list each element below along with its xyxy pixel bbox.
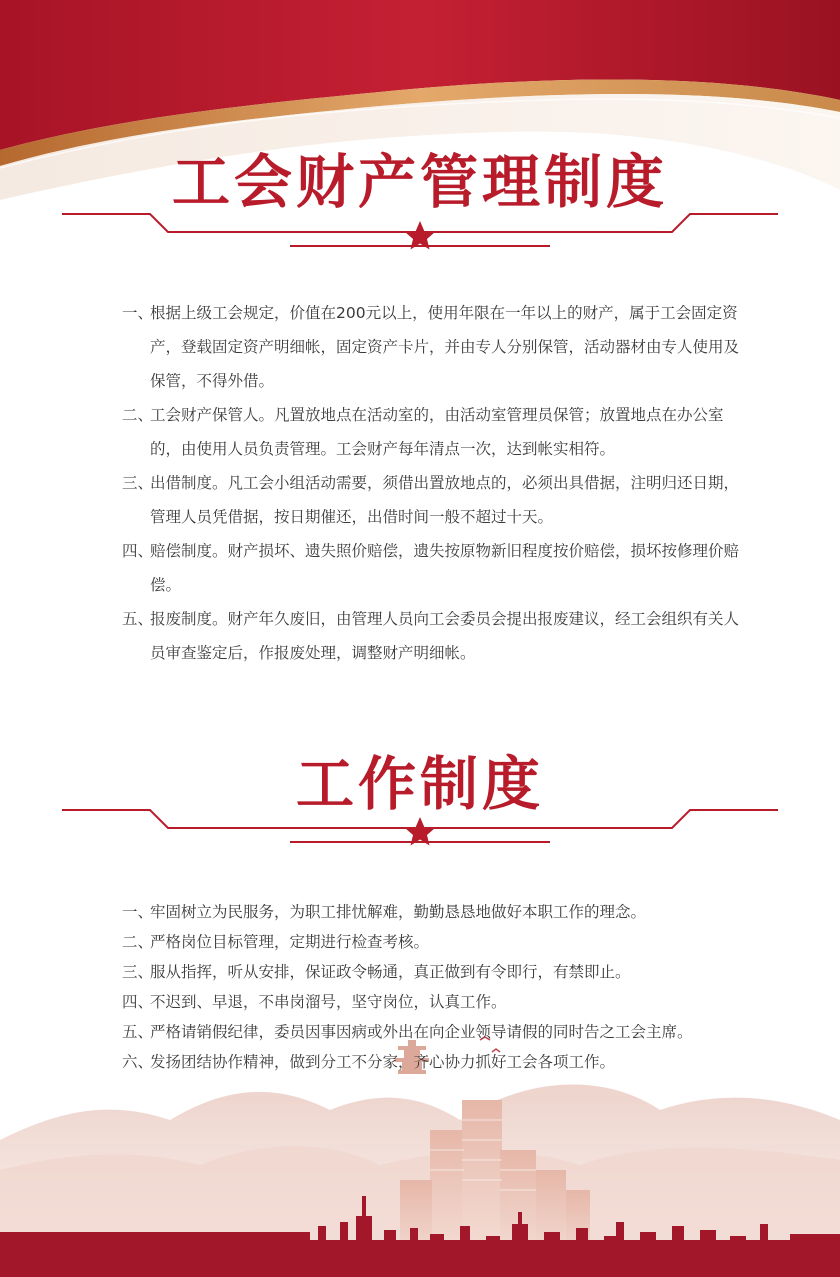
property-rules-list: [122, 296, 752, 670]
item-text: 发扬团结协作精神，做到分工不分家，齐心协力抓好工会各项工作。: [150, 1053, 616, 1071]
list-item: [122, 602, 752, 670]
item-text: 严格请销假纪律，委员因事因病或外出在向企业领导请假的同时告之工会主席。: [150, 1023, 693, 1041]
list-item: [122, 1047, 752, 1077]
list-item: [122, 897, 752, 927]
item-number: 三、: [122, 963, 154, 981]
item-text: 根据上级工会规定，价值在200元以上，使用年限在一年以上的财产，属于工会固定资产，登载固定资产明细帐，固定资产卡片，并由专人分别保管，活动器材由专人使用及保管，不得外借。: [150, 304, 740, 390]
item-text: 工会财产保管人。凡置放地点在活动室的，由活动室管理员保管；放置地点在办公室的，由使用人员负责管理。工会财产每年清点一次，达到帐实相符。: [150, 406, 724, 458]
item-number: 一、: [122, 304, 154, 322]
item-number: 二、: [122, 933, 154, 951]
item-number: 二、: [122, 406, 154, 424]
item-number: 三、: [122, 474, 154, 492]
list-item: [122, 957, 752, 987]
item-text: 不迟到、早退，不串岗溜号，坚守岗位，认真工作。: [150, 993, 507, 1011]
list-item: [122, 296, 752, 398]
list-item: [122, 534, 752, 602]
section-title-property-management: 工会财产管理制度: [171, 148, 668, 216]
work-rules-list: [122, 897, 752, 1077]
item-text: 报废制度。财产年久废旧，由管理人员向工会委员会提出报废建议，经工会组织有关人员审查鉴定后，作报废处理，调整财产明细帐。: [150, 610, 740, 662]
item-text: 服从指挥，听从安排，保证政令畅通，真正做到有令即行，有禁即止。: [150, 963, 631, 981]
list-item: [122, 987, 752, 1017]
item-number: 五、: [122, 1023, 154, 1041]
item-number: 四、: [122, 993, 154, 1011]
item-number: 五、: [122, 610, 154, 628]
item-text: 严格岗位目标管理，定期进行检查考核。: [150, 933, 430, 951]
section-title-work-rules: 工作制度: [295, 750, 544, 818]
item-text: 牢固树立为民服务，为职工排忧解难，勤勤恳恳地做好本职工作的理念。: [150, 903, 647, 921]
item-text: 出借制度。凡工会小组活动需要，须借出置放地点的，必须出具借据，注明归还日期，管理人员凭借据，按日期催还，出借时间一般不超过十天。: [150, 474, 740, 526]
list-item: [122, 398, 752, 466]
list-item: [122, 466, 752, 534]
item-number: 一、: [122, 903, 154, 921]
item-number: 六、: [122, 1053, 154, 1071]
list-item: [122, 927, 752, 957]
item-text: 赔偿制度。财产损坏、遗失照价赔偿，遗失按原物新旧程度按价赔偿，损坏按修理价赔偿。: [150, 542, 740, 594]
item-number: 四、: [122, 542, 154, 560]
list-item: [122, 1017, 752, 1047]
